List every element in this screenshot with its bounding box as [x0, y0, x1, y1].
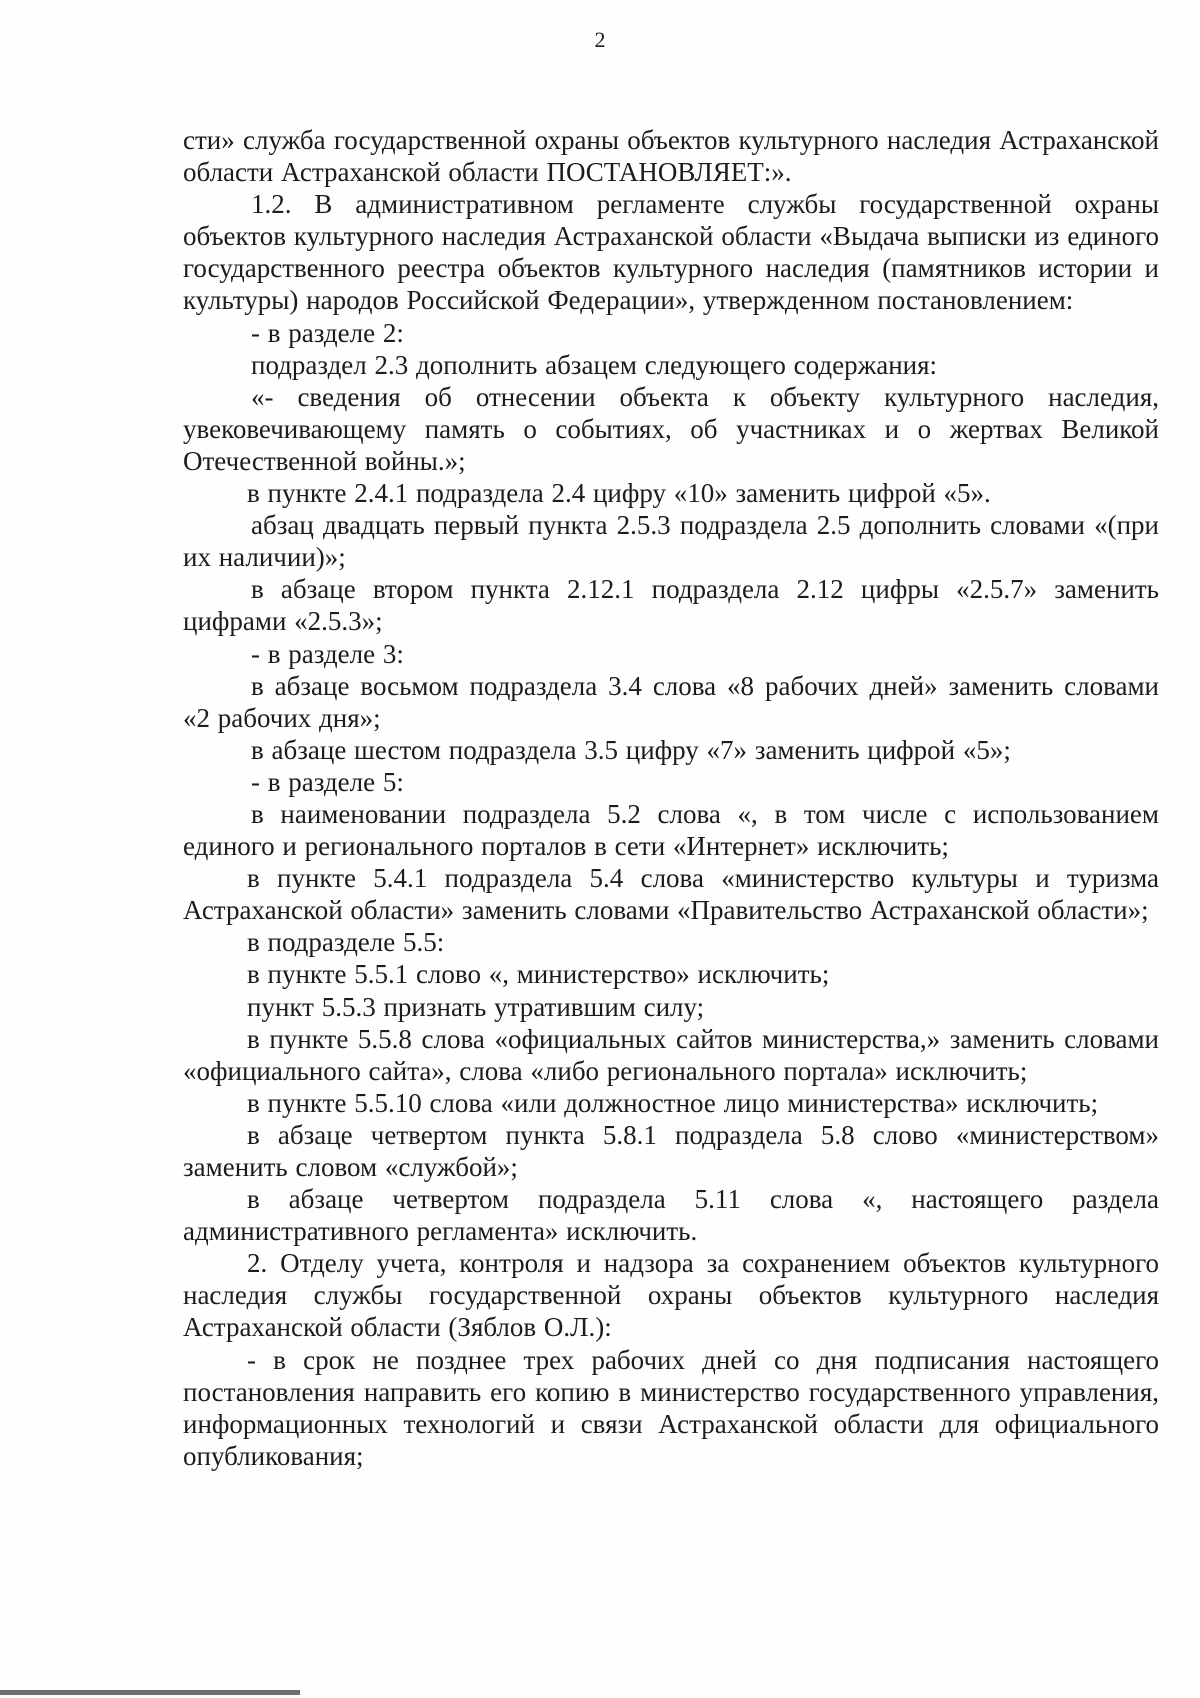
paragraph-subsection-2-3: подраздел 2.3 дополнить абзацем следующего содержания:	[251, 349, 938, 380]
paragraph-subsection-5-11: в абзаце четвертом подраздела 5.11 слова «, настоящего раздела административного регламента» исключить.	[183, 1184, 1159, 1247]
paragraph-item-5-5-10: в пункте 5.5.10 слова «или должностное лицо министерства» исключить;	[247, 1087, 1099, 1118]
paragraph-section-2: - в разделе 2:	[251, 317, 404, 348]
paragraph-item-5-5-8: в пункте 5.5.8 слова «официальных сайтов министерства,» заменить словами «официального сайта», слова «либо регионального портала» исключить;	[183, 1023, 1159, 1086]
bottom-edge-line	[0, 1690, 300, 1695]
paragraph-item-2-5-3: абзац двадцать первый пункта 2.5.3 подраздела 2.5 дополнить словами «(при их наличии)»;	[183, 510, 1159, 573]
paragraph-item-1-2: 1.2. В административном регламенте службы государственной охраны объектов культурного наследия Астраханской области «Выдача выписки из единого государственного реестра объектов культурного наследия (памятников истории и культуры) народов Российской Федерации», утвержденном постановлением:	[183, 189, 1159, 316]
paragraph-item-5-5-1: в пункте 5.5.1 слово «, министерство» исключить;	[247, 959, 830, 990]
paragraph-subsection-3-5: в абзаце шестом подраздела 3.5 цифру «7» заменить цифрой «5»;	[251, 734, 1011, 765]
paragraph-item-5-8-1: в абзаце четвертом пункта 5.8.1 подраздела 5.8 слово «министерством» заменить словом «службой»;	[183, 1119, 1159, 1182]
paragraph-section-3: - в разделе 3:	[251, 638, 404, 669]
paragraph-item-2-4-1: в пункте 2.4.1 подраздела 2.4 цифру «10» заменить цифрой «5».	[247, 478, 991, 509]
paragraph-section-5: - в разделе 5:	[251, 766, 404, 797]
paragraph-continuation: сти» служба государственной охраны объектов культурного наследия Астраханской области Астраханской области ПОСТАНОВЛЯЕТ:».	[183, 125, 1159, 188]
paragraph-subsection-5-2: в наименовании подраздела 5.2 слова «, в том числе с использованием единого и регионального порталов в сети «Интернет» исключить;	[183, 798, 1159, 862]
paragraph-item-5-4-1: в пункте 5.4.1 подраздела 5.4 слова «министерство культуры и туризма Астраханской области» заменить словами «Правительство Астраханской области»;	[183, 863, 1159, 926]
paragraph-subsection-5-5: в подразделе 5.5:	[247, 927, 445, 958]
paragraph-subsection-3-4: в абзаце восьмом подраздела 3.4 слова «8 рабочих дней» заменить словами «2 рабочих дня»;	[183, 670, 1159, 733]
paragraph-item-5-5-3: пункт 5.5.3 признать утратившим силу;	[247, 991, 705, 1022]
paragraph-item-2-12-1: в абзаце втором пункта 2.12.1 подраздела 2.12 цифры «2.5.7» заменить цифрами «2.5.3»;	[183, 574, 1159, 637]
page-number: 2	[594, 27, 606, 52]
paragraph-item-2: 2. Отделу учета, контроля и надзора за сохранением объектов культурного наследия службы государственной охраны объектов культурного наследия Астраханской области (Зяблов О.Л.):	[183, 1248, 1159, 1343]
document-body	[183, 124, 1159, 1472]
paragraph-quoted-addition: «- сведения об отнесении объекта к объекту культурного наследия, увековечивающему память о событиях, об участниках и о жертвах Великой Отечественной войны.»;	[183, 381, 1159, 476]
paragraph-publication-deadline: - в срок не позднее трех рабочих дней со дня подписания настоящего постановления направить его копию в министерство государственного управления, информационных технологий и связи Астраханской области для официального опубликования;	[183, 1344, 1159, 1471]
